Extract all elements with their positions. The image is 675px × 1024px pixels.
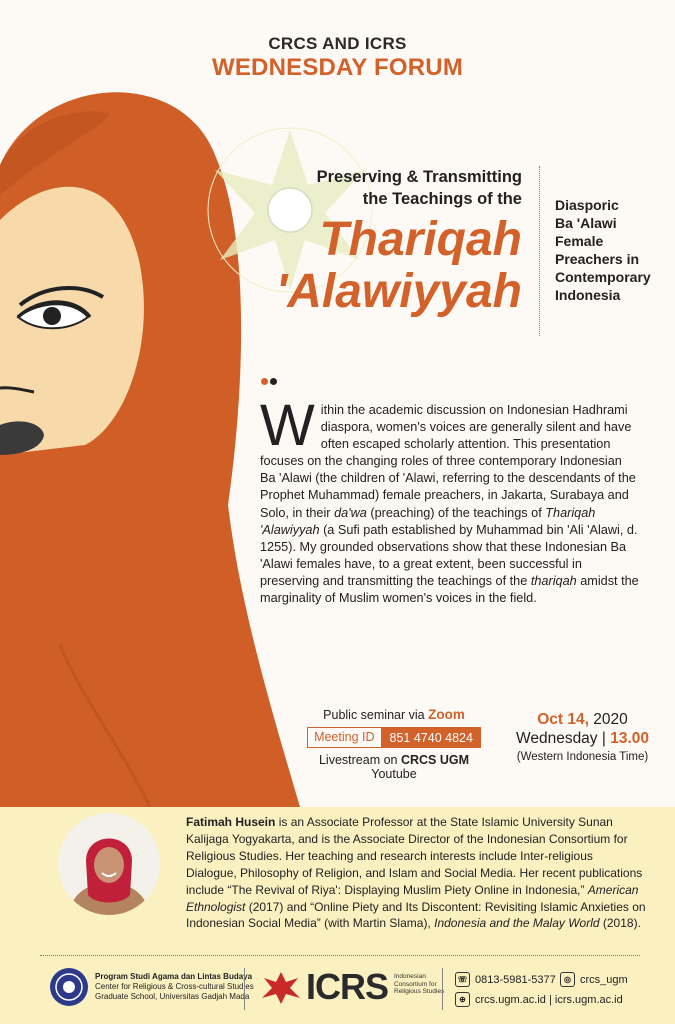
side-title-line: Indonesia — [555, 287, 621, 303]
event-year: 2020 — [593, 711, 628, 728]
abstract — [260, 393, 640, 607]
prodi-line-3: Graduate School, Universitas Gadjah Mada — [95, 992, 250, 1001]
bio-text: (2018). — [599, 916, 641, 931]
forum-title: WEDNESDAY FORUM — [211, 54, 464, 81]
title-line-1: Thariqah — [319, 213, 522, 266]
abstract-text: (a Sufi path established by Muhammad bin 'Ali 'Alawi, d. 1255). My grounded observations show that these Indonesian Ba 'Alawi females have, to a great extent, been successful in preserving and transmitting the teachings of the — [260, 522, 638, 588]
instagram-contact[interactable] — [560, 972, 628, 987]
event-title — [276, 214, 522, 318]
bio-text: is an Associate Professor at the State Islamic University Sunan Kalijaga Yogyakarta, and is the Associate Director of the Indonesian Consortium for Religious Studies. Her teaching and research interests include Inter-religious Dialogue, Philosophy of Religion, and Islam and Social Media. Her recent publications include “The Revival of Riya': Displaying Muslim Piety Online in Indonesia,” — [186, 815, 643, 897]
abstract-text: amidst the marginality of Muslim women's voices in the field. — [260, 573, 639, 606]
instagram-icon: ◎ — [560, 972, 575, 987]
side-title-line: Diasporic — [555, 197, 619, 213]
seminar-info — [296, 707, 492, 781]
event-time: 13.00 — [610, 730, 649, 747]
avatar — [58, 813, 160, 915]
livestream-channel: CRCS UGM — [400, 753, 470, 767]
ugm-seal-icon — [49, 967, 89, 1007]
meeting-id-value: 851 4740 4824 — [382, 727, 481, 748]
footer-divider — [40, 955, 640, 956]
zoom-link[interactable]: Zoom — [428, 707, 465, 722]
abstract-text: (preaching) of the teachings of — [366, 505, 546, 520]
speaker-name: Fatimah Husein — [186, 815, 276, 829]
abstract-italic: da'wa — [334, 505, 367, 520]
event-day: Wednesday | — [515, 730, 606, 747]
seminar-label: Public seminar via — [323, 708, 425, 722]
instagram-handle: crcs_ugm — [580, 973, 628, 986]
event-date: Oct 14, — [537, 711, 589, 728]
side-title-line: Female — [555, 233, 604, 249]
globe-icon: ⊕ — [455, 992, 470, 1007]
meeting-id-label: Meeting ID — [307, 727, 381, 748]
subtitle-line-2: the Teachings of the — [362, 190, 522, 208]
footer-divider-vertical — [442, 968, 443, 1010]
speaker-photo-icon — [58, 813, 160, 915]
organizers-heading: CRCS AND ICRS — [268, 34, 407, 53]
title-line-2: 'Alawiyyah — [275, 265, 522, 318]
divider — [539, 166, 540, 336]
bio-text: (2017) and “Online Piety and Its Discontent: Revisiting Islamic Anxieties on Indonesian Social Media” (with Martin Slama), — [186, 899, 646, 931]
crcs-program-name — [95, 972, 254, 1002]
bio-italic: Indonesia and the Malay World — [434, 916, 600, 931]
speaker-bio — [186, 814, 646, 932]
icrs-tagline: Indonesian Consortium for Religious Studies — [394, 973, 445, 995]
livestream-suffix: Youtube — [371, 767, 417, 781]
prodi-line-1: Program Studi Agama dan Lintas Budaya — [95, 972, 253, 981]
side-title-line: Contemporary — [555, 269, 651, 285]
whatsapp-contact[interactable] — [455, 972, 556, 987]
side-title-line: Ba 'Alawi — [555, 215, 617, 231]
abstract-italic: Thariqah 'Alawiyyah — [260, 505, 596, 537]
side-title — [555, 196, 670, 304]
whatsapp-number: 0813-5981-5377 — [475, 973, 556, 986]
abstract-italic: thariqah — [530, 573, 577, 588]
icrs-logo-text: ICRS — [306, 966, 389, 1007]
timezone: (Western Indonesia Time) — [516, 751, 649, 763]
icrs-emblem-icon — [260, 970, 302, 1006]
livestream-prefix: Livestream on — [318, 753, 398, 767]
dropcap: W — [260, 393, 315, 458]
meeting-id-box — [296, 727, 492, 748]
prodi-line-2: Center for Religious & Cross-cultural Studies — [95, 982, 254, 991]
side-title-line: Preachers in — [555, 251, 640, 267]
schedule — [505, 711, 660, 763]
subtitle-line-1: Preserving & Transmitting — [316, 168, 522, 186]
bullet-dots-icon — [261, 372, 279, 390]
bio-italic: American Ethnologist — [186, 882, 639, 914]
footer-divider-vertical — [244, 968, 245, 1010]
event-subtitle — [317, 166, 522, 210]
whatsapp-icon: ☏ — [455, 972, 470, 987]
website-text: crcs.ugm.ac.id | icrs.ugm.ac.id — [475, 993, 623, 1006]
abstract-text: ithin the academic discussion on Indonesian Hadhrami diaspora, women's voices are generally silent and have often escaped scholarly attention. This presentation focuses on the changing roles of three contemporary Indonesian Ba 'Alawi (the children of 'Alawi, referring to the descendants of the Prophet Muhammad) female preachers, in Jakarta, Surabaya and Solo, in their — [260, 403, 636, 520]
website-links[interactable] — [455, 992, 623, 1007]
